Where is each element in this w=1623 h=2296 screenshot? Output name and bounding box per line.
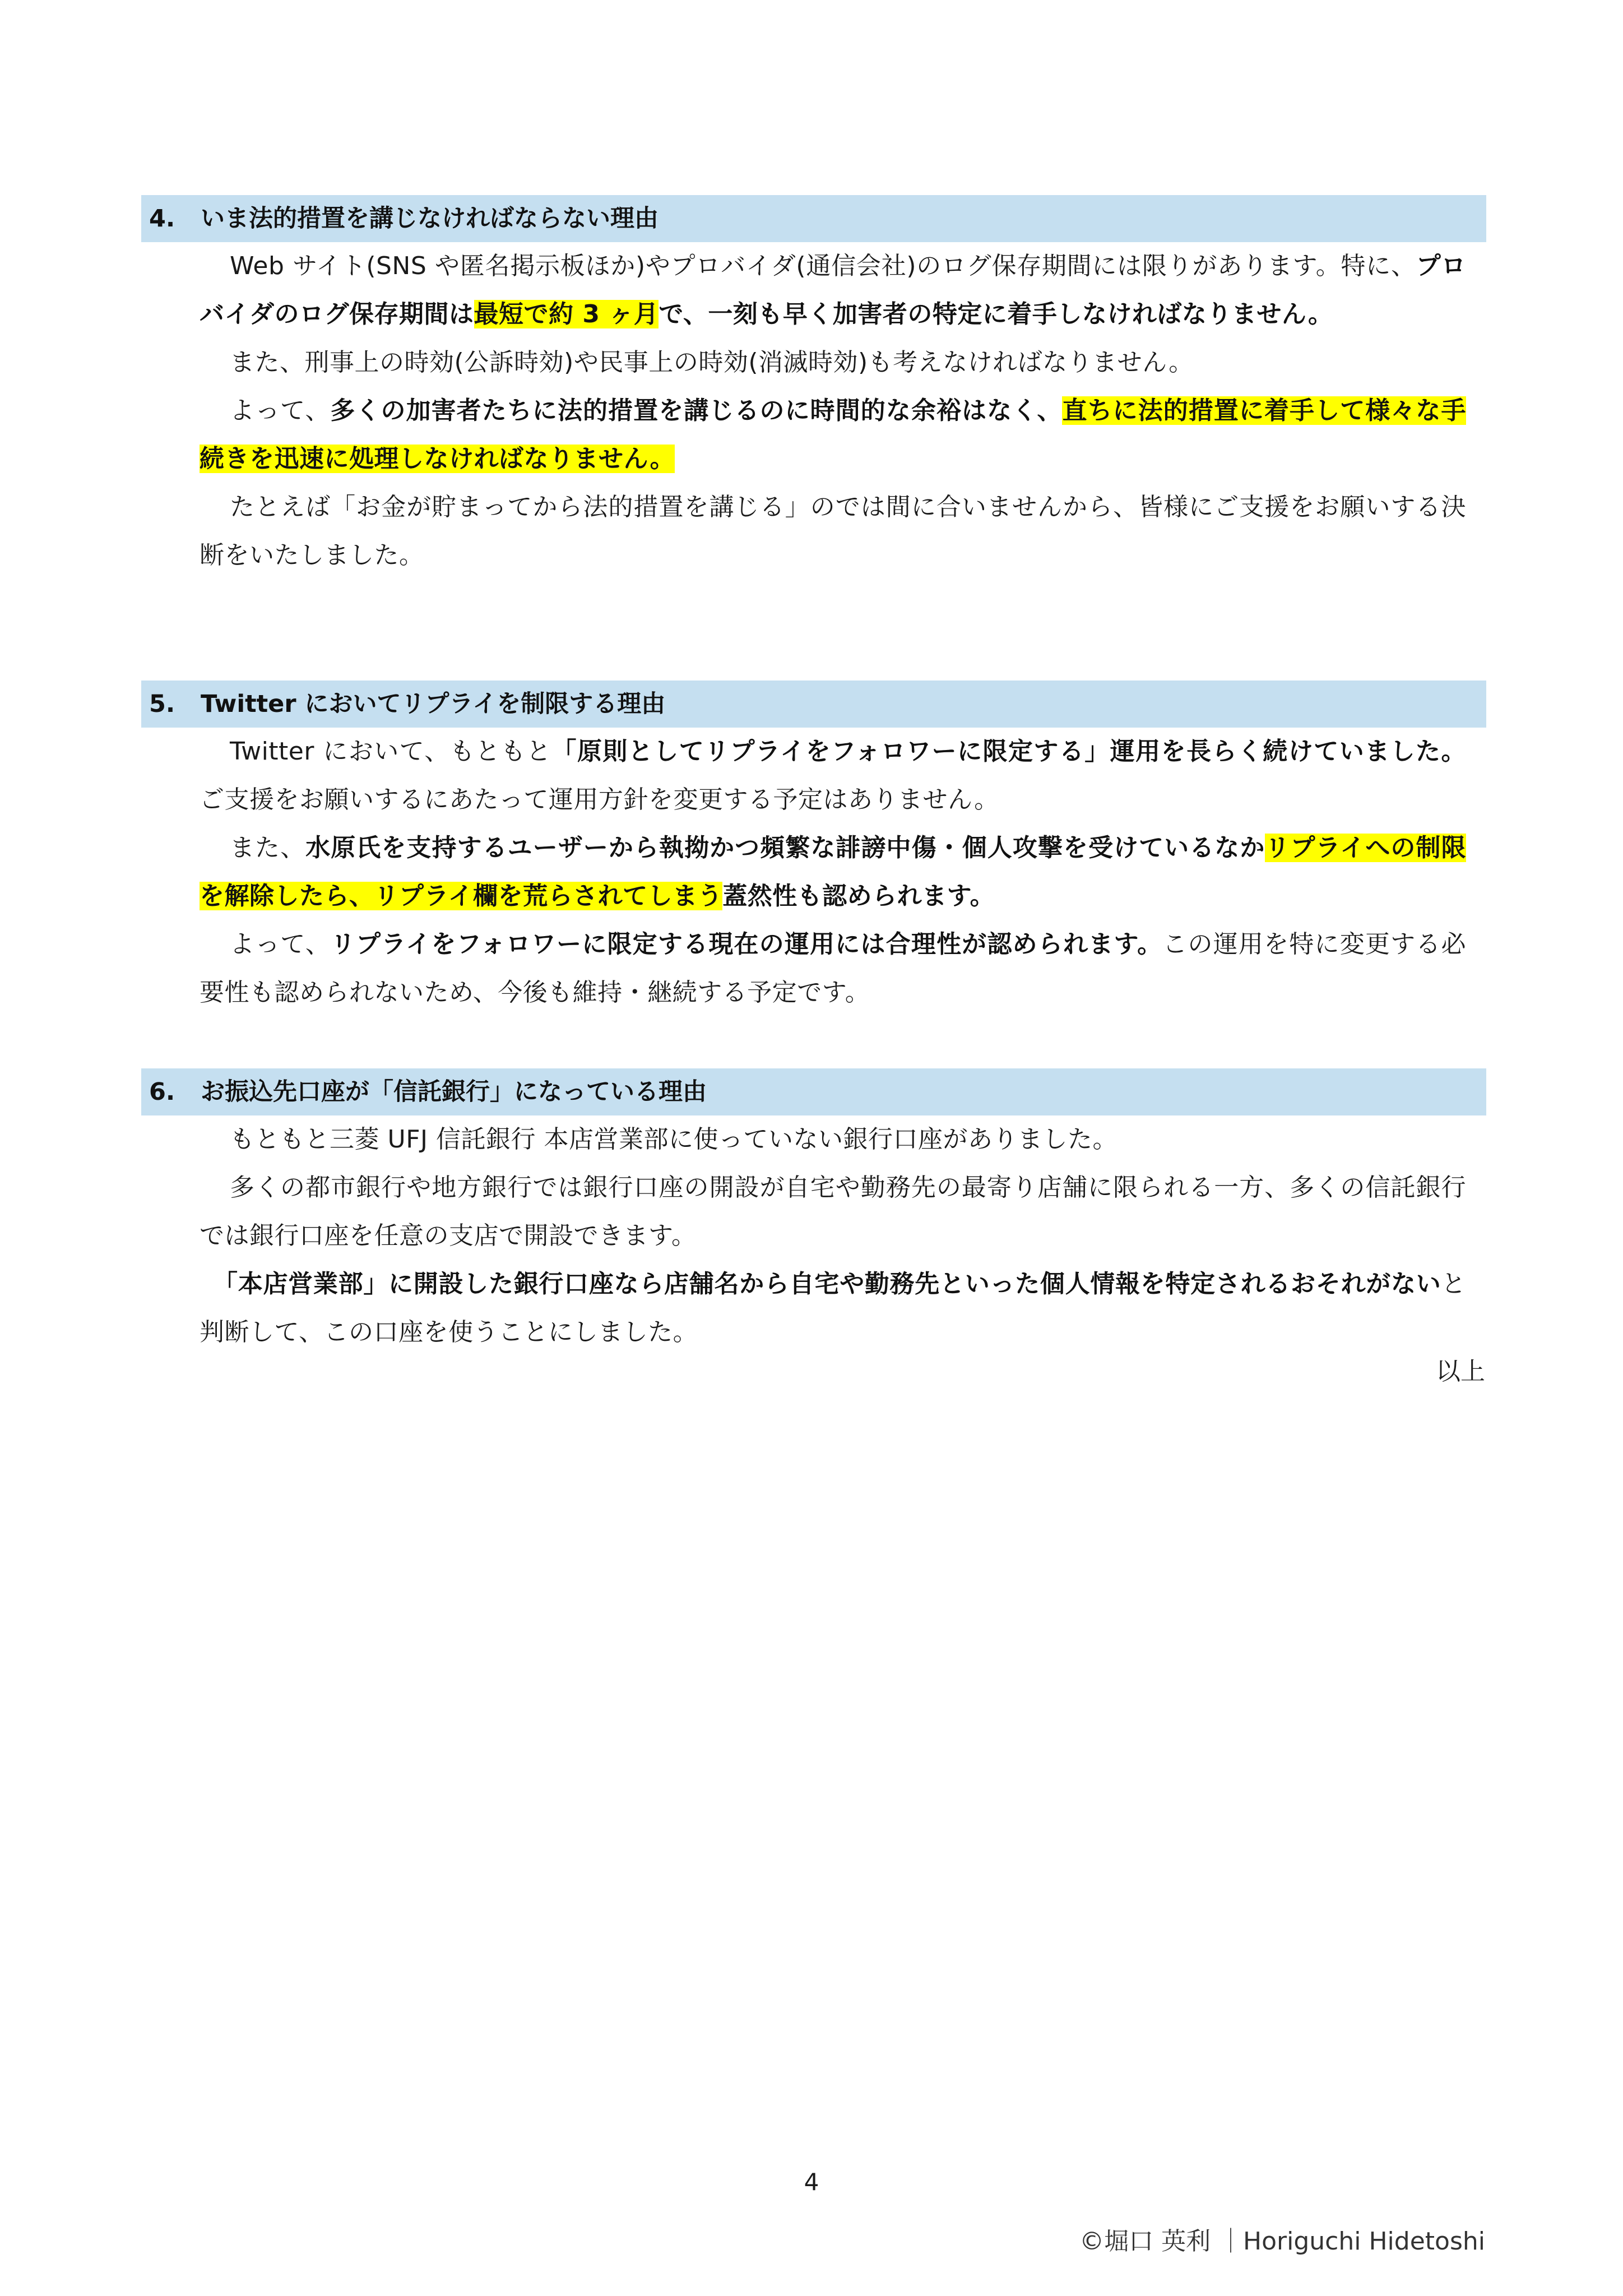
bold-text: 多くの加害者たちに法的措置を講じるのに時間的な余裕はなく、 (330, 396, 1063, 425)
bold-text: で、一刻も早く加害者の特定に着手しなければなりません。 (659, 300, 1333, 328)
text-run: Web サイト(SNS や匿名掲示板ほか)やプロバイダ(通信会社)のログ保存期間には限りがあります。特に、 (230, 252, 1416, 280)
paragraph: 多くの都市銀行や地方銀行では銀行口座の開設が自宅や勤務先の最寄り店舗に限られる一方、多くの信託銀行では銀行口座を任意の支店で開設できます。 (200, 1173, 1466, 1250)
section-title: Twitter においてリプライを制限する理由 (201, 690, 666, 718)
section-number: 6. (149, 1078, 175, 1106)
section-heading (141, 195, 1486, 242)
bold-text: プロバイダのログ保存期間は (200, 252, 1467, 328)
section-title: お振込先口座が「信託銀行」になっている理由 (201, 1078, 707, 1106)
paragraph (200, 387, 1466, 483)
bold-text: リプライをフォロワーに限定する現在の運用には合理性が認められます。 (330, 930, 1163, 959)
paragraph (200, 1260, 1466, 1357)
paragraph (200, 728, 1466, 824)
text-run: Twitter において、もともと (230, 737, 552, 766)
text-run: ご支援をお願いするにあたって運用方針を変更する予定はありません。 (200, 785, 999, 814)
text-run: この運用を特に変更する必要性も認められないため、今後も維持・継続する予定です。 (200, 930, 1466, 1007)
paragraph: たとえば「お金が貯まってから法的措置を講じる」のでは間に合いませんから、皆様にご支援をお願いする決断をいたしました。 (200, 493, 1466, 570)
section-number: 4. (149, 205, 175, 233)
text-run: よって、 (230, 396, 331, 425)
section-heading (141, 681, 1486, 728)
section-6 (141, 1068, 1486, 1357)
highlighted-text: 最短で約 3 ヶ月 (474, 300, 659, 328)
copyright-notice: ©堀口 英利 ｜Horiguchi Hidetoshi (1079, 2227, 1485, 2256)
text-run: よって、 (230, 930, 331, 959)
bold-text: 「本店営業部」に開設した銀行口座なら店舗名から自宅や勤務先といった個人情報を特定されるおそれがない (213, 1270, 1441, 1298)
section-heading (141, 1068, 1486, 1115)
section-4 (141, 195, 1486, 580)
section-number: 5. (149, 690, 175, 718)
paragraph (200, 920, 1466, 1017)
paragraph (200, 242, 1466, 339)
bold-text: 水原氏を支持するユーザーから執拗かつ頻繁な誹謗中傷・個人攻撃を受けているなか (305, 834, 1265, 862)
highlighted-text: 直ちに法的措置に着手して様々な手続きを迅速に処理しなければなりません。 (200, 396, 1466, 473)
section-5 (141, 681, 1486, 1017)
paragraph: また、刑事上の時効(公訴時効)や民事上の時効(消滅時効)も考えなければなりません。 (230, 348, 1194, 377)
paragraph: もともと三菱 UFJ 信託銀行 本店営業部に使っていない銀行口座がありました。 (230, 1125, 1117, 1154)
highlighted-text: リプライへの制限を解除したら、リプライ欄を荒らされてしまう (200, 834, 1467, 910)
bold-text: 蓋然性も認められます。 (722, 882, 995, 910)
bold-text: 「原則としてリプライをフォロワーに限定する」運用を長らく続けていました。 (551, 737, 1466, 766)
page-number: 4 (804, 2168, 819, 2196)
text-run: と判断して、この口座を使うことにしました。 (200, 1270, 1466, 1346)
section-title: いま法的措置を講じなければならない理由 (201, 205, 659, 233)
text-run: また、 (230, 834, 306, 862)
closing-mark: 以上 (1436, 1357, 1485, 1386)
paragraph (200, 824, 1466, 920)
